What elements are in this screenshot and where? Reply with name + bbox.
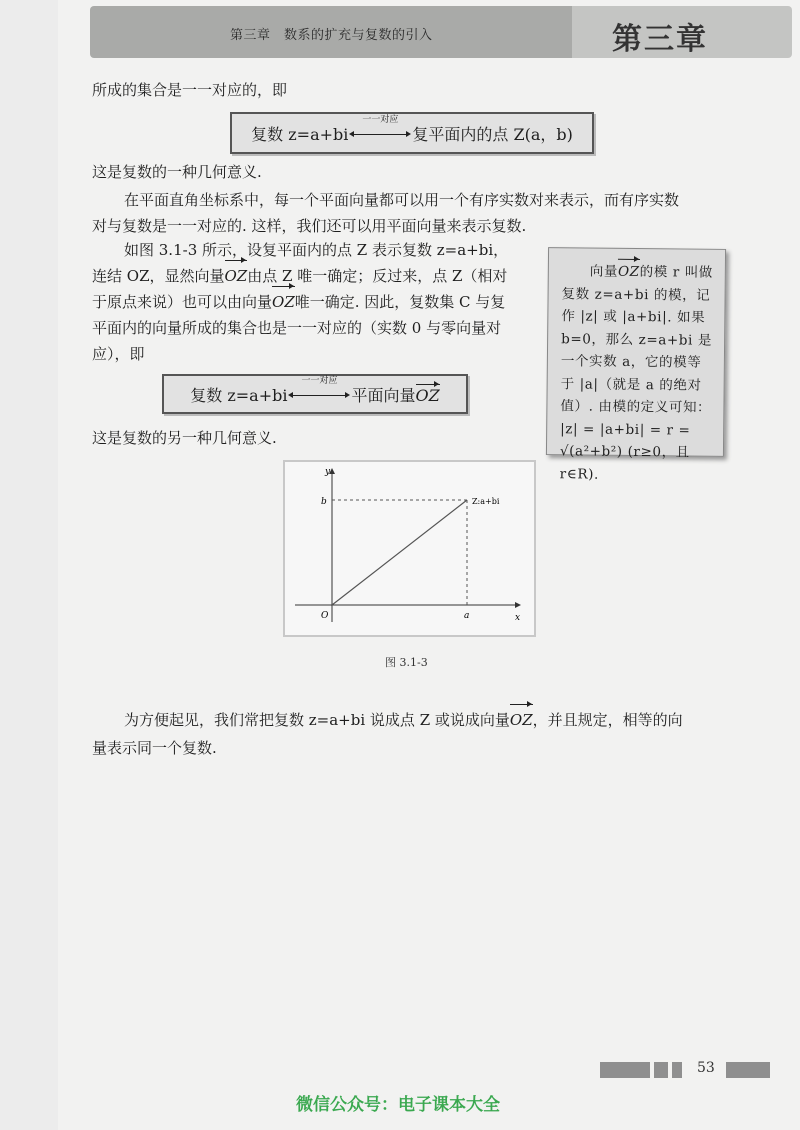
complex-plane-figure <box>283 460 536 637</box>
origin-label: O <box>321 611 329 621</box>
paragraph-4-line-4: 平面内的向量所成的集合也是一一对应的（实数 0 与零向量对 <box>92 319 502 337</box>
point-z-label: Z:a+bi <box>472 497 500 506</box>
figure-caption: 图 3.1-3 <box>385 656 428 669</box>
paragraph-2: 这是复数的一种几何意义. <box>92 163 262 181</box>
side-note <box>546 247 726 483</box>
complex-plane-diagram <box>285 462 534 635</box>
footer-bar-2 <box>654 1062 668 1078</box>
y-axis-label: y <box>325 467 331 477</box>
paragraph-4-line-3: 于原点来说）也可以由向量OZ唯一确定. 因此，复数集 C 与复 <box>92 288 505 317</box>
box2-right: 平面向量OZ <box>351 385 440 405</box>
paragraph-5: 这是复数的另一种几何意义. <box>92 429 277 447</box>
b-label: b <box>321 497 327 507</box>
single-arrow-icon <box>291 375 347 404</box>
footer-bar-3 <box>672 1062 682 1078</box>
double-arrow-icon <box>352 114 408 143</box>
box1-arrow-label: 一一对应 <box>362 114 399 125</box>
side-note-text: 向量OZ的模 r 叫做 复数 z=a+bi 的模，记 作 |z| 或 |a+bi|. 如果 b=0，那么 z=a+bi 是 一个实数 a，它的模等 于 |a|（就是 a 的绝对 值）. 由模的定义可知： |z| = |a+bi| = r = √(a²+b²) (r≥0，且 r∈R). <box>560 260 720 487</box>
box1-left: 复数 z=a+bi <box>251 124 349 144</box>
paragraph-1: 所成的集合是一一对应的，即 <box>92 81 288 99</box>
chapter-title: 第三章 数系的扩充与复数的引入 <box>230 28 433 43</box>
a-label: a <box>464 611 470 621</box>
footer-bar-1 <box>600 1062 650 1078</box>
paragraph-6-line-1: 为方便起见，我们常把复数 z=a+bi 说成点 Z 或说成向量OZ，并且规定，相等的向 <box>124 706 683 735</box>
paragraph-4-line-5: 应），即 <box>92 345 145 363</box>
vector-oz-line <box>332 500 467 605</box>
correspondence-box-point <box>230 112 594 154</box>
chapter-big-title: 第三章 <box>612 22 708 57</box>
paragraph-3-line-2: 对与复数是一一对应的. 这样，我们还可以用平面向量来表示复数. <box>92 217 527 235</box>
footer-bar-4 <box>726 1062 770 1078</box>
vector-oz: OZ <box>225 262 248 291</box>
paragraph-6-line-2: 量表示同一个复数. <box>92 739 217 757</box>
paragraph-4-line-2: 连结 OZ，显然向量OZ由点 Z 唯一确定；反过来，点 Z（相对 <box>92 262 507 291</box>
watermark-text: 微信公众号：电子课本大全 <box>296 1095 500 1115</box>
paragraph-3-line-1: 在平面直角坐标系中，每一个平面向量都可以用一个有序实数对来表示，而有序实数 <box>124 191 680 209</box>
vector-oz: OZ <box>510 706 533 735</box>
correspondence-box-vector <box>162 374 468 414</box>
page-number: 53 <box>697 1060 715 1076</box>
x-axis-arrow-icon <box>515 602 521 608</box>
paragraph-4-line-1: 如图 3.1-3 所示，设复平面内的点 Z 表示复数 z=a+bi， <box>124 241 509 259</box>
box2-arrow-label: 一一对应 <box>301 375 338 386</box>
box2-left: 复数 z=a+bi <box>190 385 288 405</box>
x-axis-label: x <box>515 613 521 623</box>
vector-oz: OZ <box>272 288 295 317</box>
box1-right: 复平面内的点 Z(a，b) <box>412 124 573 144</box>
